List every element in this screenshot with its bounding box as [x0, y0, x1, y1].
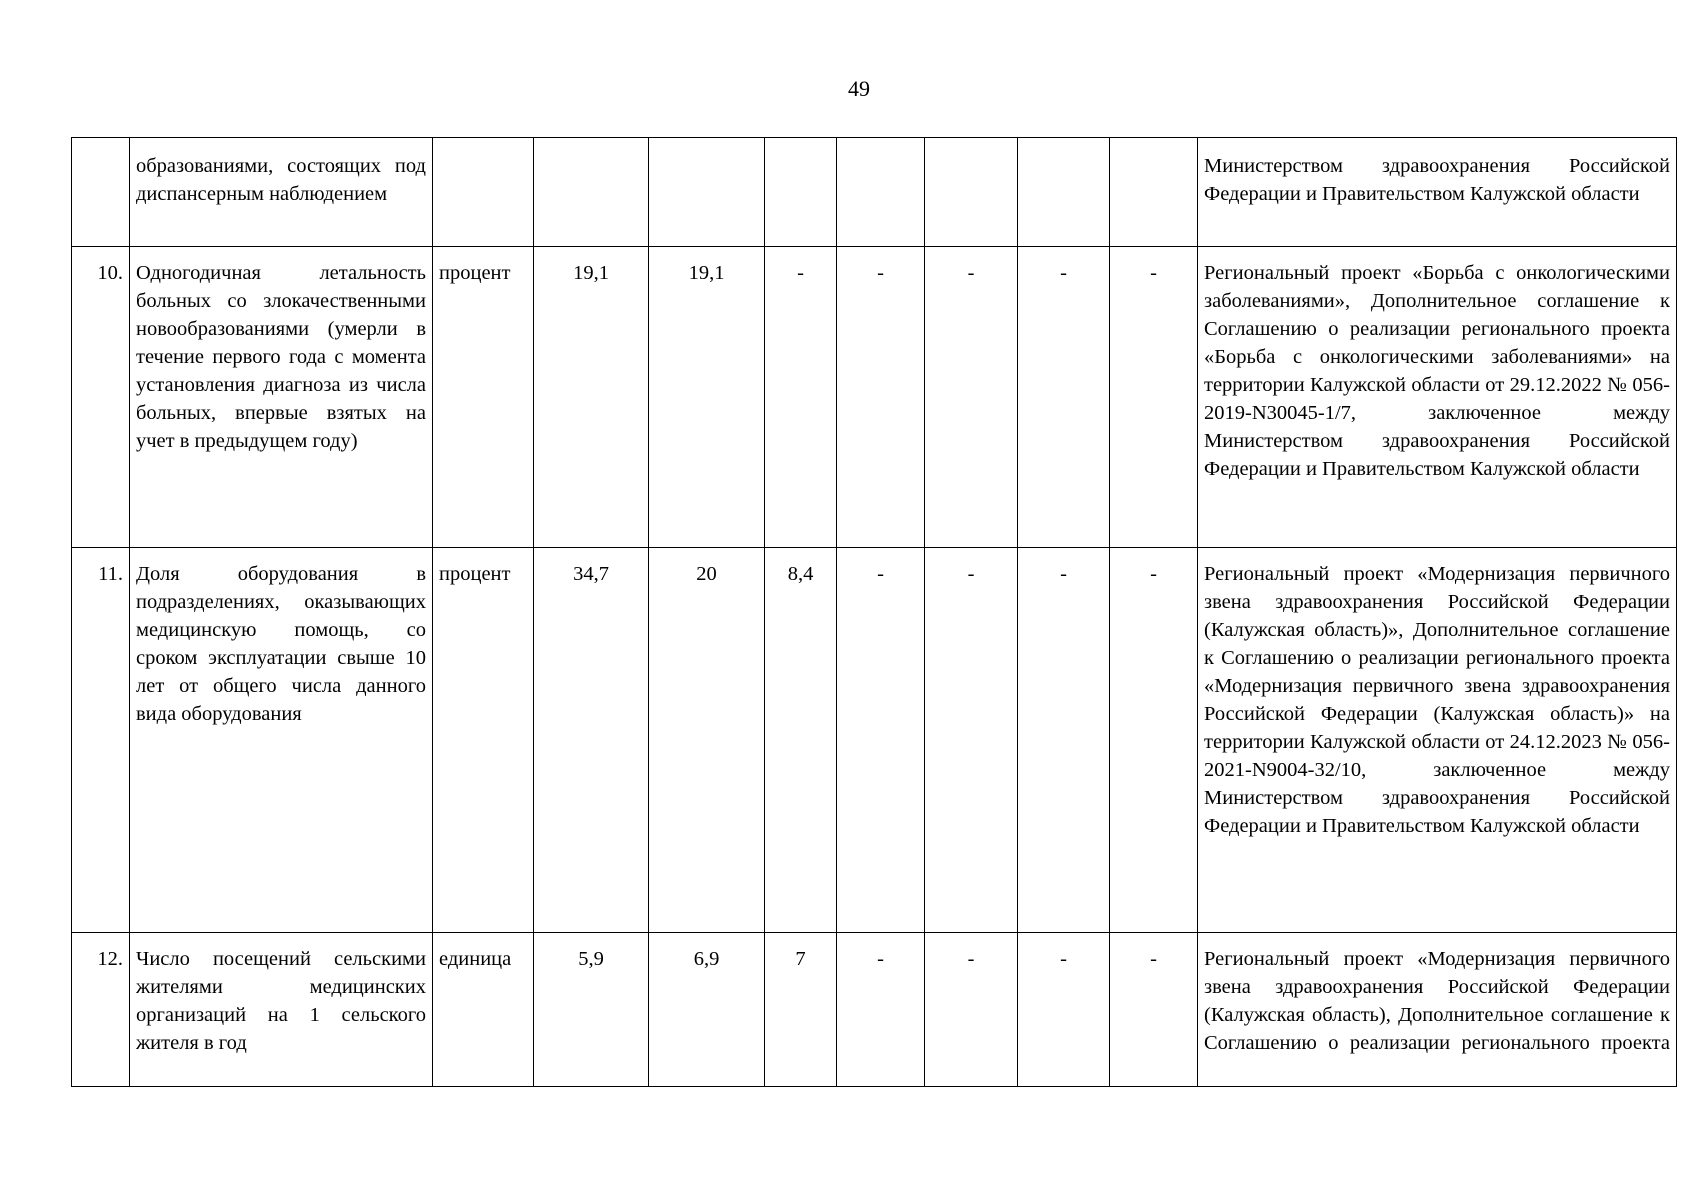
- value-cell: [534, 138, 649, 247]
- value-cell: 19,1: [534, 247, 649, 548]
- table-row: [72, 138, 1677, 247]
- value-cell: -: [1018, 548, 1110, 933]
- unit-cell: единица: [433, 933, 534, 1087]
- row-number: 12.: [72, 933, 130, 1087]
- table-row: [72, 247, 1677, 548]
- indicator-name: образованиями, состоящих под диспансерным наблюдением: [130, 138, 433, 247]
- value-cell: -: [925, 933, 1018, 1087]
- row-number: 10.: [72, 247, 130, 548]
- indicator-name: Доля оборудования в подразделениях, оказывающих медицинскую помощь, со сроком эксплуатации свыше 10 лет от общего числа данного вида оборудования: [130, 548, 433, 933]
- value-cell: -: [837, 548, 925, 933]
- value-cell: 8,4: [765, 548, 837, 933]
- value-cell: 34,7: [534, 548, 649, 933]
- value-cell: 7: [765, 933, 837, 1087]
- value-cell: -: [837, 933, 925, 1087]
- source-document: Региональный проект «Модернизация первичного звена здравоохранения Российской Федерации (Калужская область)», Дополнительное соглашение к Соглашению о реализации регионального проекта «Модернизация первичного звена здравоохранения Российской Федерации (Калужская область)» на территории Калужской области от 24.12.2023 № 056-2021-N9004-32/10, заключенное между Министерством здравоохранения Российской Федерации и Правительством Калужской области: [1198, 548, 1677, 933]
- value-cell: -: [1018, 247, 1110, 548]
- value-cell: -: [1110, 247, 1198, 548]
- unit-cell: [433, 138, 534, 247]
- value-cell: -: [837, 247, 925, 548]
- value-cell: -: [925, 548, 1018, 933]
- indicator-name: Число посещений сельскими жителями медицинских организаций на 1 сельского жителя в год: [130, 933, 433, 1087]
- indicator-name: Одногодичная летальность больных со злокачественными новообразованиями (умерли в течение первого года с момента установления диагноза из числа больных, впервые взятых на учет в предыдущем году): [130, 247, 433, 548]
- value-cell: [1018, 138, 1110, 247]
- table-row: [72, 933, 1677, 1087]
- value-cell: [837, 138, 925, 247]
- value-cell: [765, 138, 837, 247]
- unit-cell: процент: [433, 247, 534, 548]
- value-cell: 6,9: [649, 933, 765, 1087]
- indicators-table: [71, 137, 1677, 1087]
- unit-cell: процент: [433, 548, 534, 933]
- row-number: 11.: [72, 548, 130, 933]
- value-cell: 5,9: [534, 933, 649, 1087]
- value-cell: -: [1110, 933, 1198, 1087]
- value-cell: 19,1: [649, 247, 765, 548]
- value-cell: -: [925, 247, 1018, 548]
- value-cell: 20: [649, 548, 765, 933]
- value-cell: -: [1018, 933, 1110, 1087]
- value-cell: [925, 138, 1018, 247]
- source-document: Региональный проект «Борьба с онкологическими заболеваниями», Дополнительное соглашение к Соглашению о реализации регионального проекта «Борьба с онкологическими заболеваниями» на территории Калужской области от 29.12.2022 № 056-2019-N30045-1/7, заключенное между Министерством здравоохранения Российской Федерации и Правительством Калужской области: [1198, 247, 1677, 548]
- value-cell: -: [765, 247, 837, 548]
- table-row: [72, 548, 1677, 933]
- row-number: [72, 138, 130, 247]
- value-cell: -: [1110, 548, 1198, 933]
- value-cell: [1110, 138, 1198, 247]
- page-number: 49: [848, 76, 870, 101]
- source-document: Министерством здравоохранения Российской Федерации и Правительством Калужской области: [1198, 138, 1677, 247]
- value-cell: [649, 138, 765, 247]
- source-document: Региональный проект «Модернизация первичного звена здравоохранения Российской Федерации (Калужская область), Дополнительное соглашение к Соглашению о реализации регионального проекта: [1198, 933, 1677, 1087]
